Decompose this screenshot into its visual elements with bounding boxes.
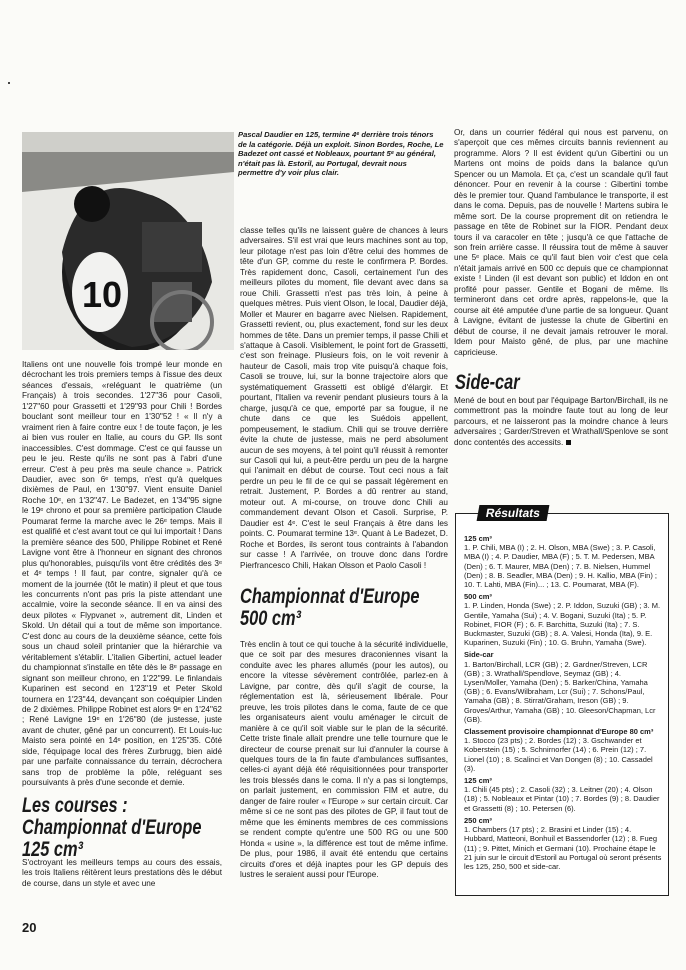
end-mark-icon bbox=[566, 440, 571, 445]
results-entry: 1. Stocco (23 pts) ; 2. Bordes (12) ; 3. Gschwander et Koberstein (15) ; 5. Schnirnorfer (14) ; 6. Prein (12) ; 7. Lionel (10) ; 8. Scalinci et Van Dongen (8) ; 10. Cassadel (3). bbox=[464, 736, 653, 773]
results-heading: 250 cm³ bbox=[464, 815, 492, 825]
results-heading: 125 cm³ bbox=[464, 776, 492, 786]
article-column-3-continued bbox=[454, 396, 668, 448]
margin-mark bbox=[8, 82, 10, 84]
race-photo bbox=[22, 132, 234, 350]
section-heading-500cc bbox=[240, 586, 420, 630]
results-entry: 1. Chili (45 pts) ; 2. Casoli (32) ; 3. Leitner (20) ; 4. Olson (18) ; 5. Nobleaux et Pintar (10) ; 7. Bordes (9) ; 8. Daudier et Grassetti (8) ; 10. Petersen (6). bbox=[464, 785, 660, 813]
sidecar-text: Mené de bout en bout par l'équipage Barton/Birchall, ils ne commettront pas la moindre faute tout au long de leur parcours, et ne laisseront pas la moindre chance à leurs adversaires ; Garder/Streven et Wrathall/Spenlove se sont donc contentés des accessits. bbox=[454, 396, 668, 447]
heading-line: 125 cm³ bbox=[22, 838, 84, 861]
article-column-1-continued: S'octroyant les meilleurs temps au cours des essais, les trois Italiens réitèrent leurs prestations dès le début de course, dans un style et avec une bbox=[22, 858, 222, 888]
results-entry: 1. P. Linden, Honda (Swe) ; 2. P. Iddon, Suzuki (GB) ; 3. M. Gentile, Yamaha (Sui) ; 4. V. Bogani, Suzuki (Ita) ; 5. P. Robinet, FIOR (F) ; 6. F. Barchitta, Suzuki (Ita) ; 7. S. Buckmaster, Suzuki (GB) ; 8. A. Valesi, Honda (Ita), 9. E. Kuparinen, Suzuki (Fin) ; 10. G. Bruhn, Yamaha (Swe). bbox=[464, 601, 661, 648]
heading-line: Championnat d'Europe bbox=[22, 816, 202, 839]
results-heading: Side-car bbox=[464, 650, 494, 660]
results-list bbox=[464, 531, 662, 873]
results-title: Résultats bbox=[477, 505, 550, 521]
results-heading: Classement provisoire championnat d'Europe 80 cm³ bbox=[464, 727, 654, 737]
page-number: 20 bbox=[22, 920, 37, 935]
results-heading: 125 cm³ bbox=[464, 534, 492, 543]
article-column-2: classe telles qu'ils ne laissent guère de chances à leurs adversaires. S'il est vrai que leurs machines sont au top, leur pilotage n'est pas loin d'être celui des hommes de tête d'un GP, comme du reste le confirmera P. Bordes. Très rapidement donc, Casoli, certainement l'un des meilleurs pilotes du moment, file devant avec dans sa roue Chili. Grassetti n'est pas très loin, à peine à quelques mètres. Puis vient Olson, le local, Daudier déjà, Moller et Maurer en bagarre avec Nielsen. Rapidement, Grassetti revient, ou, plus exactement, fond sur les deux hommes de tête. Dans un premier temps, il passe Chili et s'attaque à Casoli. Visiblement, le point fort de Grassetti, c'est son freinage. Plusieurs fois, on le voit revenir à hauteur de Casoli, mais trop vite puisqu'à chaque fois, Casoli se trouve, lui, sur la bonne trajectoire alors que systématiquement Grassetti est obligé d'élargir. Et pourtant, l'Italien va revenir pendant plusieurs tours à la charge, jusqu'à ce que, emporté par sa fougue, il ne chute dans ce que les Suédois appellent, pompeusement, le stadium. Chili qui se trouve derrière évite la chute de justesse, mais ne perd absolument aucun de ses moyens, à tel point qu'il réussit à remonter sur Casoli qui lui, a peut-être perdu un peu de la hargne qui l'animait en début de course. Tout ceci nous a fait perdre un peu le fil de ce qui se passait légèrement en retrait. Justement, P. Bordes a dû rentrer au stand, moteur out. A mi-course, on trouve donc Chili au commandement devant Olson et Casoli. Surprise, P. Daudier est 4ᵉ. C'est le seul Français à être dans les points. C. Poumarat termine 13ᵉ. Quant à Le Badezet, D. Roche et Bordes, ils seront tous contraints à l'abandon sur casse ! A l'arrivée, on trouve donc dans l'ordre Pierfrancesco Chili, Hakan Olsson et Paolo Casoli ! bbox=[240, 226, 448, 570]
section-heading-sidecar: Side-car bbox=[455, 371, 520, 394]
results-heading: 500 cm³ bbox=[464, 592, 492, 602]
heading-line: Championnat d'Europe bbox=[240, 585, 420, 608]
results-entry: 1. Barton/Birchall, LCR (GB) ; 2. Gardner/Streven, LCR (GB) ; 3. Wrathall/Spendlove, Seymaz (GB) ; 4. Lysen/Moller, Yamaha (Den) ; 5. Barker/China, Yamaha (GB) ; 6. Evans/Wilbraham, Lcr (Sui) ; 7. Schons/Paul, Yamaha (GB) ; 8. Stirrat/Graham, Ireson (GB) ; 9. Groves/Arthur, Yamaha (GB) ; 10. Gleeson/Chapman, Lcr (GB). bbox=[464, 659, 656, 724]
results-entry: 1. Chambers (17 pts) ; 2. Brasini et Linder (15) ; 4. Hubbard, Matteoni, Bonhuil et Bassendorfer (12) ; 8. Fueg (11) ; 9. Pittet, Minich et Germani (10). Prochaine étape le 21 juin sur le circuit d'Estoril au Portugal où seront présents les 125, 250, 500 et side-car. bbox=[464, 825, 662, 871]
article-column-2-continued: Très enclin à tout ce qui touche à la sécurité individuelle, que ce soit par des mesures draconiennes visant la conduite avec les phares allumés (pour les autos), ou encore la vitesse sévèrement contrôlée, parlez-en à Lavigne, par contre, dès qu'il s'agit de course, la réglementation est là, sérieusement libérale. Pour preuve, les trois pilotes dans le coma, faute de ce que les organisateurs aient voulu aménager le circuit de manière à ce qu'il soit viable sur le plan de la sécurité. Cette triste finale allait prendre une telle tournure que le directeur de course prenait sur lui d'annuler la course à quelques tours de la fin faute d'ambulances suffisantes, celles-ci ayant déjà été réquisitionnées pour transporter les trois blessés dans le coma. Il n'y a pas si longtemps, on parlait justement, en commission FIM et autre, du danger de faire rouler « l'Europe » sur certain circuit. Car même si ce ne sont pas des pilotes de GP, il faut tout de même que les éminents membres de ces commissions se rendent compte qu'entre une 500 RG ou une 500 Honda « usine », la différence est tout de même infime. De plus, pour 1986, il avait été entendu que certains circuits d'ores et déjà inaptes pour les GP depuis des lustres le seraient aussi pour l'Europe. bbox=[240, 640, 448, 879]
heading-line: 500 cm³ bbox=[240, 607, 302, 630]
motorcycle-racer-image bbox=[22, 132, 234, 350]
svg-text:10: 10 bbox=[82, 274, 123, 315]
photo-caption: Pascal Daudier en 125, termine 4ᵉ derrière trois ténors de la catégorie. Déjà un exploit. Sinon Bordes, Roche, Le Badezet ont cassé et Nobleaux, pourtant 5ᵉ au général, n'était pas là. Estoril, au Portugal, devrait nous permettre d'y voir plus clair. bbox=[238, 130, 444, 178]
article-column-3: Or, dans un courrier fédéral qui nous est parvenu, on s'aperçoit que ces mêmes circuits bannis reviennent au programme. Alors ? Il est évident qu'un Gibertini ou un Martens ont moins de poids dans la balance qu'un Spencer ou un Mamola. Et ça, c'est un scandale qu'il faut dénoncer. Pour en revenir à la course : Gibertini tombe dès le premier tour. Quand l'ambulance le transporte, il est dans le coma. Depuis, pas de nouvelle ! Martens subira le même sort. De la course proprement dit on retiendra le passage en tête de Robinet sur la FIOR. Pendant deux tours il va caracoler en tête ; jusqu'à ce que l'attache de son frein arrière casse. Il réussira tout de même à sauver une 5ᵉ place. Mais ce qu'il faut bien voir c'est que cela n'était jamais arrivé en 500 cc depuis que ce championnat existe ! Linden (il est devant son public) et Iddon en ont profité pour passer. Gentile et Bogani de même. Ils termineront dans cet ordre après, rappelons-le, que la course ait été amputée d'une partie de sa longueur. Quant à Lavigne, évitant de justesse la chute de Gibertini en début de course, il ne devait jamais retrouver le moral. Idem pour Maisto gêné, de plus, par une machine capricieuse. bbox=[454, 128, 668, 357]
section-heading-courses bbox=[22, 795, 202, 861]
results-entry: 1. P. Chili, MBA (I) ; 2. H. Olson, MBA (Swe) ; 3. P. Casoli, MBA (I) ; 4. P. Daudier, MBA (F) ; 5. T. M. Pedersen, MBA (Den) ; 6. T. Maurer, MBA (Den) ; 7. B. Nielsen, Hummel (Den) ; 8. B. Seadler, MBA (Den) ; 9. H. Kallio, MBA (Fin) ; 10. T. Lahti, MBA (Fin)... ; 13. C. Poumarat, MBA (F). bbox=[464, 543, 657, 590]
article-column-1: Italiens ont une nouvelle fois trompé leur monde en décrochant les trois premiers temps à l'issue des deux séances d'essais, «reléguant le quatrième (un Français) à trois secondes. 1'27"36 pour Casoli, 1'27"60 pour Grassetti et 1'29"93 pour Chili ! Bordes bouclant sont meilleur tour en 1'30"52 ! « Il n'y a vraiment rien à faire contre eux ! de toute façon, je les ai bien vus rouler en Italie, au cours du GP. Ils sont inaccessibles. C'est dommage. C'est ce qui fausse un peu le jeu. Reste qu'ils ne sont pas à l'abri d'une erreur. C'est à peu près ma seule chance ». Patrick Daudier, avec son 6ᵉ temps, n'est qu'à quelques dixièmes de Paul, en 1'30"97. Vient ensuite Daniel Roche 10ᵉ, en 1'32"47. Le Badezet, en 1'34"95 signe le 19ᵉ chrono et pour sa première participation Claude Poumarat ferme la marche avec le 26ᵉ temps. Mais il est qualifié et c'est avant tout ce qui lui importait ! Dans la première séance des 500, Philippe Robinet et René Lavigne vont être à l'honneur en signant des chronos plus qu'honorables, puisqu'ils vont être crédités des 3ᵉ et 4ᵉ temps ! Il faut, par contre, signaler qu'à ce moment de la journée (tôt le matin) il pleut et que tous les concurrents n'ont pas pris la piste attendant une accalmie, voire la seconde séance. Il en va ainsi des deux pilotes « Flypvanet », autrement dit, Linden et Skold. Un détail qui a tout de même son importance. C'est donc au cours de la deuxième séance, cette fois sous un chaud soleil printanier que la hiérarchie va véritablement s'établir. L'italien Gibertini, actuel leader du championnat s'installe en tête dès le 8ᵉ passage en signant son meilleur chrono, en 1'22"99. Le finlandais Kuparinen est second en 1'23"19 et Peter Skold tournera en 1'23"44, devançant son coéquipier Linden de 2 dixièmes. Philippe Robinet est alors 9ᵉ en 1'24"62 ; René Lavigne 19ᵉ en 1'26"80 (de justesse, juste avant de chuter, gêné par un concurrent). Et Louis-luc Maisto sera pointé en 14ᵉ position, en 1'25"35. Côté side, l'équipage local des frères Zurbrugg, bien aidé par une parfaite connaissance du terrain, décrochera sans trop de problème la pôle, reléguant ses poursuivants à près d'une seconde et demie. bbox=[22, 360, 222, 788]
heading-line: Les courses : bbox=[22, 794, 128, 817]
